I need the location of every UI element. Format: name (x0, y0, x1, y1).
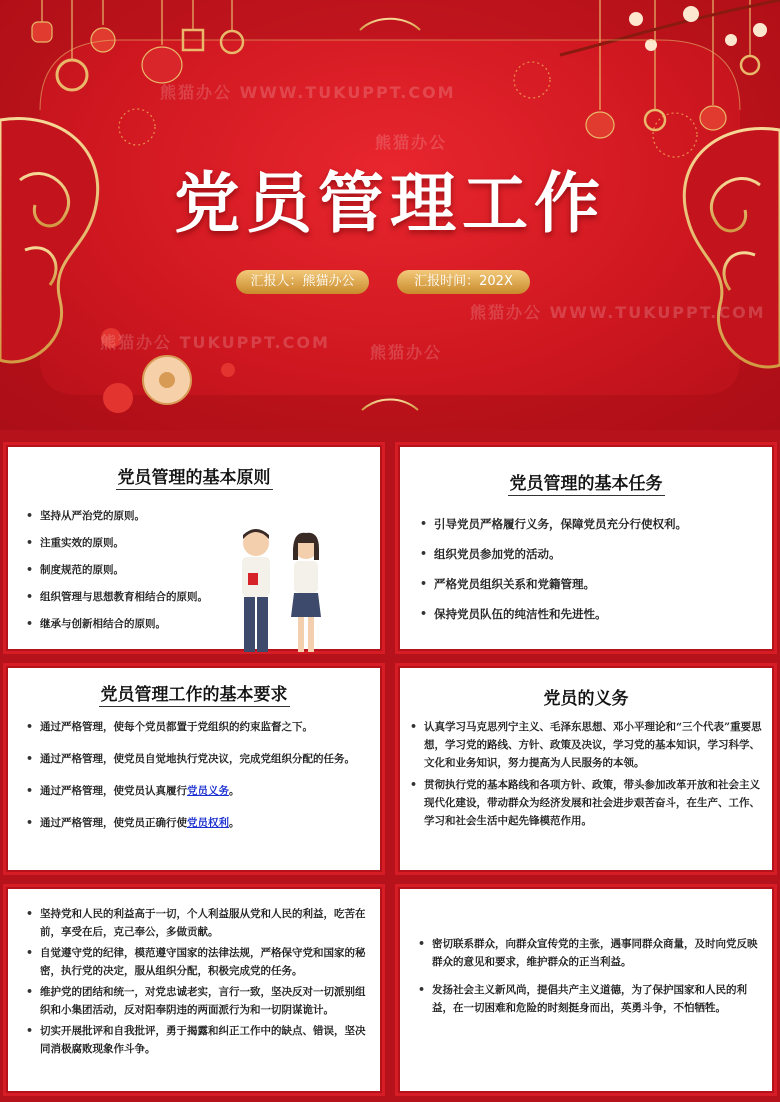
watermark: 熊猫办公 WWW.TUKUPPT.COM (160, 83, 456, 102)
list-item: • 发扬社会主义新风尚，提倡共产主义道德，为了保护国家和人民的利益，在一切困难和危险的时刻挺身而出，英勇斗争，不怕牺牲。 (416, 981, 766, 1017)
list-item: • 严格党员组织关系和党籍管理。 (418, 575, 763, 593)
list-item: • 组织党员参加党的活动。 (418, 545, 763, 563)
page-title: 党员管理工作 (174, 164, 606, 242)
saluting-members-illustration (226, 525, 336, 660)
list-item: • 认真学习马克思列宁主义、毛泽东思想、邓小平理论和“三个代表”重要思想，学习党的路线、方针、政策及决议，学习党的基本知识，学习科学、文化和业务知识，努力提高为人民服务的本领。 (408, 718, 768, 772)
panel-basic-requirements (3, 663, 385, 875)
list-item: • 继承与创新相结合的原则。 (24, 615, 254, 633)
party-rights-link[interactable]: 党员权利 (187, 817, 229, 829)
panel-member-duties (395, 663, 777, 875)
list-item: • 制度规范的原则。 (24, 561, 254, 579)
tasks-list (418, 515, 763, 623)
list-item: • 坚持党和人民的利益高于一切，个人利益服从党和人民的利益，吃苦在前，享受在后，克己奉公，多做贡献。 (24, 905, 374, 941)
requirements-list (24, 718, 374, 832)
panel-title: 党员管理工作的基本要求 (100, 685, 288, 705)
panel-basic-principles (3, 442, 385, 654)
panel-basic-tasks (395, 442, 777, 654)
list-item: • 通过严格管理，使党员认真履行党员义务。 (24, 782, 374, 800)
duties-continued-list (24, 905, 374, 1058)
principles-list (24, 507, 254, 633)
report-time-badge: 汇报时间：202X (397, 270, 530, 294)
duties-list (408, 718, 768, 830)
panel-title: 党员的义务 (543, 689, 629, 709)
list-item: • 通过严格管理，使党员自觉地执行党决议，完成党组织分配的任务。 (24, 750, 374, 768)
watermark: 熊猫办公 TUKUPPT.COM (100, 333, 330, 352)
list-item: • 自觉遵守党的纪律，模范遵守国家的法律法规，严格保守党和国家的秘密，执行党的决定，服从组织分配，积极完成党的任务。 (24, 944, 374, 980)
list-item: • 通过严格管理，使每个党员都置于党组织的约束监督之下。 (24, 718, 374, 736)
list-item: • 组织管理与思想教育相结合的原则。 (24, 588, 254, 606)
list-item: • 保持党员队伍的纯洁性和先进性。 (418, 605, 763, 623)
panel-duties-continued-right (395, 884, 777, 1096)
list-item: • 维护党的团结和统一，对党忠诚老实，言行一致，坚决反对一切派别组织和小集团活动，反对阳奉阴违的两面派行为和一切阴谋诡计。 (24, 983, 374, 1019)
list-item: • 密切联系群众，向群众宣传党的主张，遇事同群众商量，及时向党反映群众的意见和要求，维护群众的正当利益。 (416, 935, 766, 971)
list-item: • 贯彻执行党的基本路线和各项方针、政策，带头参加改革开放和社会主义现代化建设，带动群众为经济发展和社会进步艰苦奋斗，在生产、工作、学习和社会生活中起先锋模范作用。 (408, 776, 768, 830)
cover-section (0, 0, 780, 430)
watermark: 熊猫办公 WWW.TUKUPPT.COM (470, 303, 766, 322)
party-duties-link[interactable]: 党员义务 (187, 785, 229, 797)
list-item: • 注重实效的原则。 (24, 534, 254, 552)
panel-title: 党员管理的基本原则 (117, 468, 271, 488)
reporter-badge: 汇报人：熊猫办公 (236, 270, 369, 294)
panel-duties-continued-left (3, 884, 385, 1096)
list-item: • 通过严格管理，使党员正确行使党员权利。 (24, 814, 374, 832)
list-item: • 坚持从严治党的原则。 (24, 507, 254, 525)
list-item: • 引导党员严格履行义务，保障党员充分行使权利。 (418, 515, 763, 533)
list-item: • 切实开展批评和自我批评，勇于揭露和纠正工作中的缺点、错误，坚决同消极腐败现象作斗争。 (24, 1022, 374, 1058)
watermark: 熊猫办公 (375, 133, 448, 152)
panel-title: 党员管理的基本任务 (509, 474, 663, 494)
watermark: 熊猫办公 (370, 343, 443, 362)
duties-continued-list (416, 935, 766, 1017)
